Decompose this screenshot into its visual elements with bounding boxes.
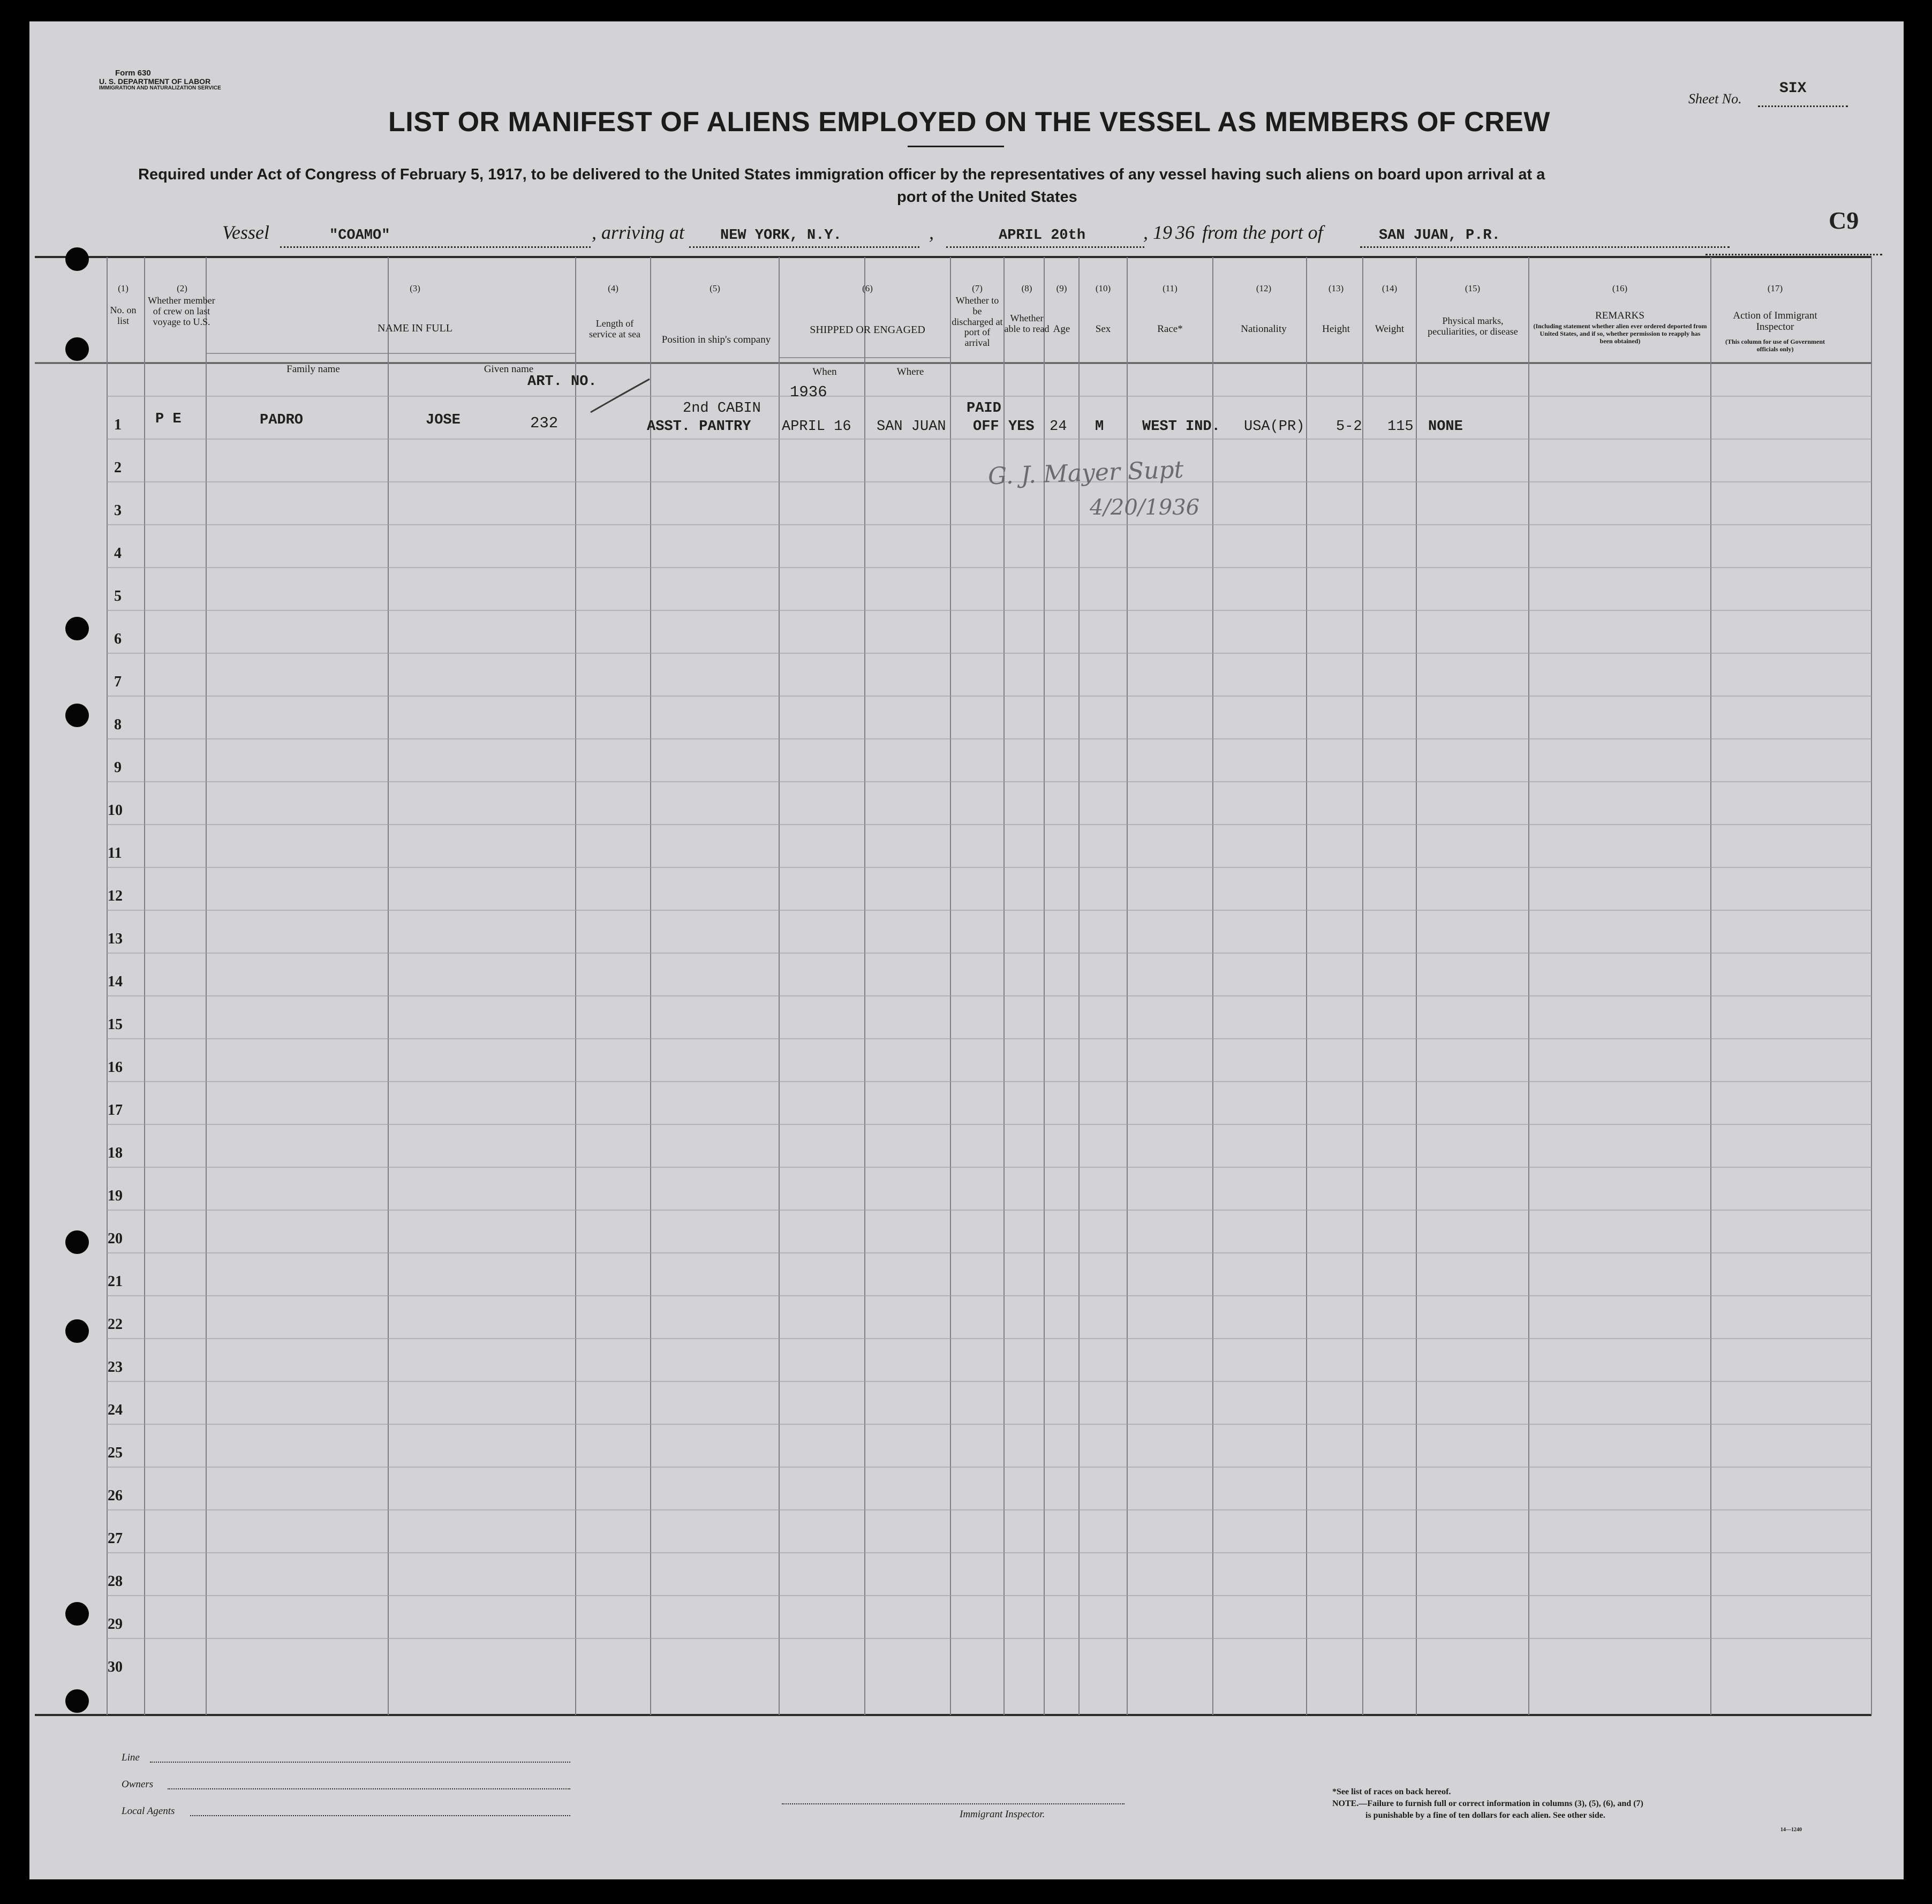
col9-label: Age <box>1053 323 1070 335</box>
col9-num: (9) <box>1056 283 1067 293</box>
col2-num: (2) <box>177 283 187 293</box>
arriving-line <box>689 246 919 248</box>
col6-where-label: Where <box>896 366 924 377</box>
binding-hole <box>65 247 89 271</box>
sheet-number-line <box>1758 105 1848 107</box>
date-line <box>946 246 1144 248</box>
entry-where: SAN JUAN <box>877 419 946 435</box>
line-label: Line <box>122 1752 140 1763</box>
sheet-number-value: SIX <box>1779 80 1807 97</box>
row-number: 12 <box>108 888 123 904</box>
col10-num: (10) <box>1095 283 1111 293</box>
vessel-name: "COAMO" <box>329 228 390 244</box>
col7-label: Whether to be discharged at port of arrival <box>952 295 1003 349</box>
entry-when: APRIL 16 <box>782 419 851 435</box>
manifest-title: LIST OR MANIFEST OF ALIENS EMPLOYED ON THE VESSEL AS MEMBERS OF CREW <box>388 107 1550 138</box>
owners-label: Owners <box>122 1779 154 1790</box>
row-number: 14 <box>108 973 123 990</box>
col12-num: (12) <box>1256 283 1272 293</box>
col6-num: (6) <box>862 283 873 293</box>
arrival-date: APRIL 20th <box>999 228 1086 244</box>
col6-label: SHIPPED OR ENGAGED <box>810 324 925 336</box>
row-number: 24 <box>108 1402 123 1418</box>
from-port-line-ext <box>1705 254 1882 255</box>
entry-art-no: 232 <box>530 414 559 432</box>
entry-weight: 115 <box>1387 419 1414 435</box>
row-number: 3 <box>114 502 122 519</box>
col14-label: Weight <box>1375 323 1405 335</box>
row-number: 5 <box>114 588 122 605</box>
year-prefix: , 19 <box>1143 222 1172 243</box>
arrival-comma: , <box>929 222 934 243</box>
entry-read: YES <box>1008 419 1035 435</box>
row-number: 27 <box>108 1530 123 1547</box>
pencil-tick-mark <box>586 375 656 418</box>
entry-age: 24 <box>1050 419 1067 435</box>
col5-num: (5) <box>710 283 720 293</box>
binding-hole <box>65 704 89 727</box>
binding-hole <box>65 337 89 361</box>
col3-family-label: Family name <box>286 364 340 375</box>
row-number: 28 <box>108 1573 123 1590</box>
service-name: IMMIGRATION AND NATURALIZATION SERVICE <box>99 85 221 91</box>
row-number: 1 <box>114 417 122 433</box>
art-no-label: ART. NO. <box>527 374 597 390</box>
entry-race: WEST IND. <box>1142 419 1220 435</box>
manifest-sheet <box>29 21 1904 1879</box>
row-number: 10 <box>108 802 123 819</box>
inspection-date: 4/20/1936 <box>1090 495 1200 520</box>
form-code: 14—1240 <box>1780 1827 1802 1833</box>
col5-label: Position in ship's company <box>661 334 771 345</box>
line-field <box>150 1762 570 1763</box>
col4-num: (4) <box>608 283 618 293</box>
col17-label: Action of Immigrant Inspector <box>1733 310 1817 333</box>
col1-label: No. on list <box>110 305 137 326</box>
entry-discharge-2: OFF <box>973 419 999 435</box>
vessel-label: Vessel <box>222 222 269 243</box>
col13-num: (13) <box>1328 283 1344 293</box>
col16-label: REMARKS <box>1595 310 1644 321</box>
entry-year: 1936 <box>790 383 827 401</box>
col1-num: (1) <box>118 283 129 293</box>
binding-hole <box>65 1319 89 1343</box>
row-number: 17 <box>108 1102 123 1119</box>
entry-marks: NONE <box>1428 419 1463 435</box>
row-number: 13 <box>108 931 123 947</box>
immigrant-inspector-label: Immigrant Inspector. <box>960 1809 1045 1820</box>
col4-label: Length of service at sea <box>589 318 640 339</box>
title-underline <box>908 146 1004 147</box>
row-number: 19 <box>108 1188 123 1204</box>
col15-label: Physical marks, peculiarities, or disease <box>1428 315 1518 337</box>
entry-given-name: JOSE <box>426 412 461 428</box>
col7-num: (7) <box>972 283 983 293</box>
col16-num: (16) <box>1612 283 1628 293</box>
subtitle-line-2: port of the United States <box>897 188 1077 206</box>
row-number: 21 <box>108 1273 123 1290</box>
note-fine-2: is punishable by a fine of ten dollars for each alien. See other side. <box>1365 1811 1605 1820</box>
binding-hole <box>65 1689 89 1713</box>
row-number: 9 <box>114 759 122 776</box>
binding-hole <box>65 1602 89 1626</box>
row-number: 8 <box>114 716 122 733</box>
row-number: 6 <box>114 631 122 647</box>
stamp-mark: C9 <box>1829 207 1859 234</box>
col14-num: (14) <box>1382 283 1398 293</box>
col2-label: Whether member of crew on last voyage to U.S. <box>148 295 215 327</box>
entry-nationality: USA(PR) <box>1244 419 1305 435</box>
departure-port: SAN JUAN, P.R. <box>1379 228 1500 244</box>
col17-sublabel: (This column for use of Government officials only) <box>1725 338 1825 353</box>
entry-position-2: ASST. PANTRY <box>647 419 751 435</box>
row-number: 4 <box>114 545 122 562</box>
note-races: *See list of races on back hereof. <box>1332 1787 1451 1796</box>
col13-label: Height <box>1322 323 1350 335</box>
arrival-year: 36 <box>1175 222 1195 243</box>
row-number: 11 <box>108 845 122 862</box>
entry-position-1: 2nd CABIN <box>683 401 761 417</box>
department-name: U. S. DEPARTMENT OF LABOR <box>99 77 211 86</box>
col3-given-label: Given name <box>484 364 534 375</box>
row-number: 29 <box>108 1616 123 1633</box>
row-number: 2 <box>114 459 122 476</box>
from-port-label: from the port of <box>1202 222 1323 243</box>
inspector-signature: G. J. Mayer Supt <box>987 456 1184 490</box>
from-port-line <box>1360 246 1730 248</box>
local-agents-label: Local Agents <box>122 1805 175 1817</box>
row-number: 15 <box>108 1016 123 1033</box>
vessel-line <box>280 246 591 248</box>
binding-hole <box>65 1230 89 1254</box>
inspector-signature-line <box>782 1803 1125 1804</box>
col6-when-label: When <box>812 366 837 377</box>
entry-discharge-1: PAID <box>967 401 1001 417</box>
row-number: 26 <box>108 1487 123 1504</box>
row-number: 20 <box>108 1230 123 1247</box>
row-number: 30 <box>108 1659 123 1675</box>
col3-label: NAME IN FULL <box>378 322 452 334</box>
col16-sublabel: (Including statement whether alien ever ordered deported from United States, and if so, whether permission to reapply has been obtained) <box>1533 322 1707 345</box>
col8-num: (8) <box>1021 283 1032 293</box>
entry-member-crew: P E <box>155 411 182 427</box>
sheet-number-label: Sheet No. <box>1688 91 1742 107</box>
col11-num: (11) <box>1163 283 1178 293</box>
row-number: 25 <box>108 1445 123 1461</box>
subtitle-line-1: Required under Act of Congress of February 5, 1917, to be delivered to the United States immigration officer by the representatives of any vessel having such aliens on board upon arrival at a <box>138 166 1545 183</box>
binding-hole <box>65 617 89 640</box>
entry-family-name: PADRO <box>260 412 304 428</box>
row-number: 22 <box>108 1316 123 1333</box>
col17-num: (17) <box>1767 283 1783 293</box>
form-number: Form 630 <box>115 69 151 78</box>
row-number: 23 <box>108 1359 123 1376</box>
local-agents-field <box>190 1815 570 1816</box>
col15-num: (15) <box>1465 283 1481 293</box>
entry-height: 5-2 <box>1336 419 1362 435</box>
row-number: 16 <box>108 1059 123 1076</box>
arriving-label: , arriving at <box>592 222 685 243</box>
col3-num: (3) <box>410 283 420 293</box>
col10-label: Sex <box>1095 323 1111 335</box>
col12-label: Nationality <box>1241 323 1287 335</box>
note-fine-1: NOTE.—Failure to furnish full or correct information in columns (3), (5), (6), and (7) <box>1332 1799 1643 1808</box>
arrival-port: NEW YORK, N.Y. <box>720 228 842 244</box>
col11-label: Race* <box>1157 323 1183 335</box>
owners-field <box>168 1788 570 1789</box>
entry-sex: M <box>1095 419 1104 435</box>
row-number: 7 <box>114 674 122 690</box>
row-number: 18 <box>108 1145 123 1161</box>
col8-label: Whether able to read <box>1004 313 1050 334</box>
